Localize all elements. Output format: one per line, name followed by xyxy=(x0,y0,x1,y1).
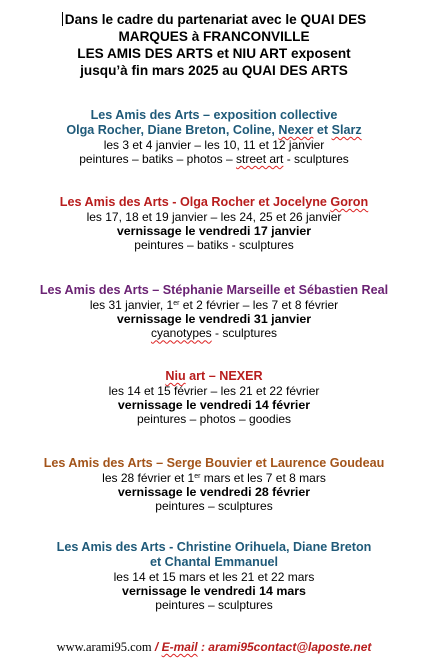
header-line-3: LES AMIS DES ARTS et NIU ART exposent xyxy=(77,46,351,61)
expo-1-dates: les 3 et 4 janvier – les 10, 11 et 12 janvier xyxy=(103,138,325,152)
email-label: E-mail xyxy=(161,640,198,654)
footer-separator: / xyxy=(151,640,162,654)
expo-2-tags: peintures – batiks - sculptures xyxy=(134,238,294,253)
expo-block-5 xyxy=(0,456,428,514)
expo-block-4 xyxy=(0,369,428,427)
header-line-4: jusqu’à fin mars 2025 au QUAI DES ARTS xyxy=(80,63,348,78)
expo-block-1 xyxy=(0,108,428,166)
expo-6-title: Les Amis des Arts - Christine Orihuela, Diane Breton xyxy=(56,540,372,554)
website-link[interactable]: www.arami95.com xyxy=(56,640,152,654)
expo-1-artists: Olga Rocher, Diane Breton, Coline, Nexer et Slarz xyxy=(66,123,362,137)
expo-2-title: Les Amis des Arts - Olga Rocher et Jocelyne Goron xyxy=(59,195,369,209)
expo-4-dates: les 14 et 15 février – les 21 et 22 février xyxy=(108,384,320,398)
expo-6-vernissage: vernissage le vendredi 14 mars xyxy=(122,584,306,599)
contact-footer xyxy=(0,640,428,655)
expo-1-title: Les Amis des Arts – exposition collective xyxy=(90,108,338,122)
expo-6-dates: les 14 et 15 mars et les 21 et 22 mars xyxy=(113,570,315,584)
email-colon: : xyxy=(197,640,209,654)
expo-4-vernissage: vernissage le vendredi 14 février xyxy=(117,398,311,413)
expo-3-vernissage: vernissage le vendredi 31 janvier xyxy=(116,312,312,327)
expo-6-tags: peintures – sculptures xyxy=(155,598,273,613)
expo-block-6 xyxy=(0,540,428,613)
text-cursor xyxy=(62,12,63,26)
expo-5-vernissage: vernissage le vendredi 28 février xyxy=(117,485,311,500)
expo-block-2 xyxy=(0,195,428,253)
expo-3-tags: cyanotypes - sculptures xyxy=(150,326,278,341)
expo-5-tags: peintures – sculptures xyxy=(155,499,273,514)
email-link[interactable]: arami95contact@laposte.net xyxy=(208,640,372,654)
expo-2-vernissage: vernissage le vendredi 17 janvier xyxy=(116,224,312,239)
expo-3-title: Les Amis des Arts – Stéphanie Marseille et Sébastien Real xyxy=(39,283,389,297)
expo-4-tags: peintures – photos – goodies xyxy=(136,412,292,427)
expo-5-title: Les Amis des Arts – Serge Bouvier et Laurence Goudeau xyxy=(43,456,385,470)
expo-4-title: Niu art – NEXER xyxy=(165,369,263,383)
expo-3-dates: les 31 janvier, 1er et 2 février – les 7 et 8 février xyxy=(89,298,339,312)
header-line-2: MARQUES à FRANCONVILLE xyxy=(118,29,310,44)
expo-6-title-cont: et Chantal Emmanuel xyxy=(149,555,279,569)
expo-2-dates: les 17, 18 et 19 janvier – les 24, 25 et 26 janvier xyxy=(86,210,342,224)
expo-block-3 xyxy=(0,283,428,341)
expo-1-tags: peintures – batiks – photos – street art - sculptures xyxy=(79,152,349,167)
announcement-header xyxy=(0,11,428,79)
header-line-1: Dans le cadre du partenariat avec le QUAI DES xyxy=(0,11,428,28)
expo-5-dates: les 28 février et 1er mars et les 7 et 8 mars xyxy=(102,471,326,485)
